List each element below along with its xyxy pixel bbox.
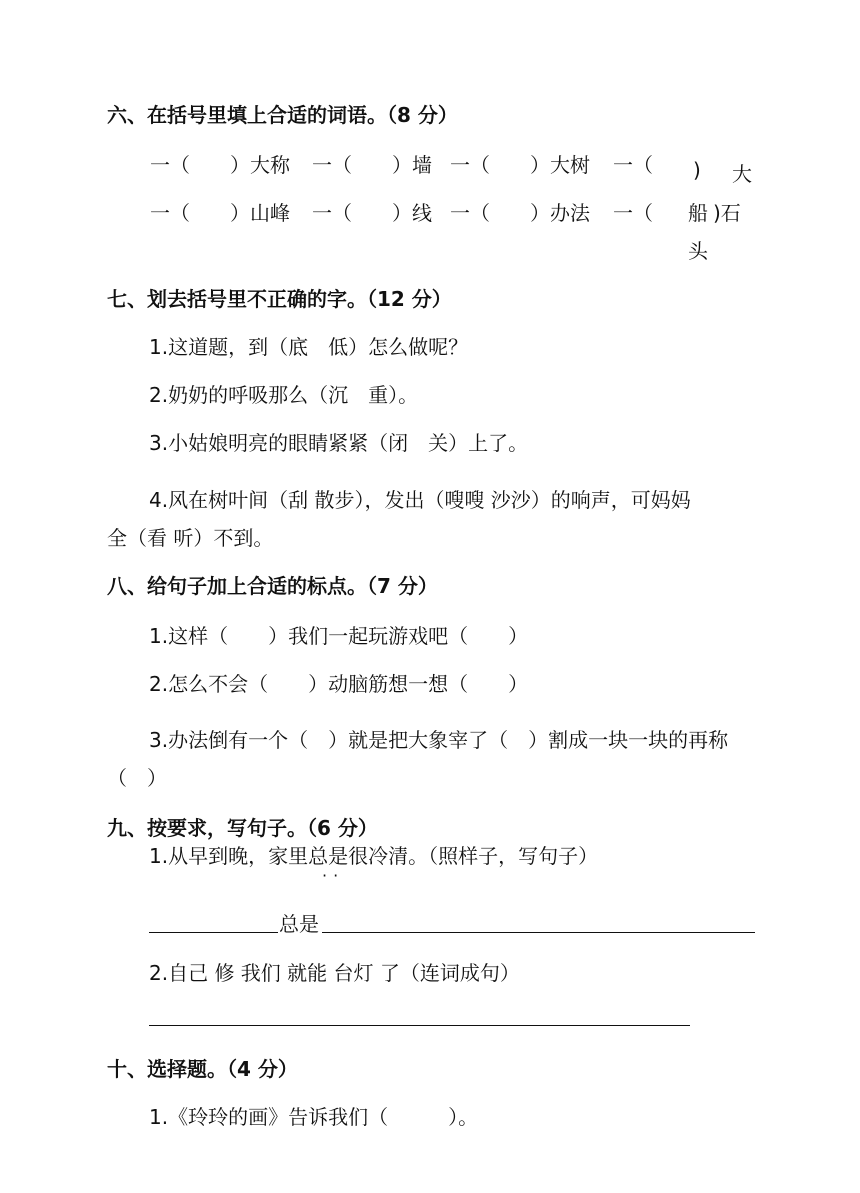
wrapped-fragment: 船 [688, 201, 708, 225]
question-item: 2.怎么不会（ ）动脑筋想一想（ ） [149, 672, 529, 696]
word-blank-4: 一（ [613, 153, 653, 177]
question-item: 3.小姑娘明亮的眼睛紧紧（闭 关）上了。 [149, 431, 529, 455]
word-blank-7: 一（ ）办法 [450, 201, 590, 225]
question-item-continued: （ ） [107, 766, 167, 790]
answer-line[interactable] [149, 932, 278, 933]
word-blank-8: 一（ [613, 201, 653, 225]
question-item: 4.风在树叶间（刮 散步），发出（嗖嗖 沙沙）的响声，可妈妈 [149, 488, 691, 512]
section9-heading: 九、按要求，写句子。（6 分） [107, 816, 378, 840]
word-blank-1: 一（ ）大称 [150, 153, 290, 177]
word-blank-2: 一（ ）墙 [312, 153, 432, 177]
question-item: 1.从早到晚，家里总是很冷清。（照样子，写句子） [149, 844, 599, 868]
answer-line[interactable] [322, 932, 755, 933]
question-item: 3.办法倒有一个（ ）就是把大象宰了（ ）割成一块一块的再称 [149, 728, 729, 752]
section8-heading: 八、给句子加上合适的标点。（7 分） [107, 574, 438, 598]
word-blank-3: 一（ ）大树 [450, 153, 590, 177]
section10-heading: 十、选择题。（4 分） [107, 1057, 298, 1081]
emphasis-dots: ·· [322, 866, 345, 885]
wrapped-fragment: )石 [713, 201, 741, 225]
section7-heading: 七、划去括号里不正确的字。（12 分） [107, 287, 452, 311]
wrapped-fragment: ) [693, 158, 701, 182]
wrapped-fragment: 头 [688, 239, 708, 263]
word-blank-6: 一（ ）线 [312, 201, 432, 225]
question-item: 1.这道题，到（底 低）怎么做呢？ [149, 335, 469, 359]
question-item: 2.奶奶的呼吸那么（沉 重）。 [149, 383, 419, 407]
wrapped-fragment: 大 [732, 162, 752, 186]
answer-line[interactable] [149, 1025, 690, 1026]
question-item-continued: 全（看 听）不到。 [107, 526, 274, 550]
word-blank-5: 一（ ）山峰 [150, 201, 290, 225]
section6-heading: 六、在括号里填上合适的词语。（8 分） [107, 103, 458, 127]
question-item: 2.自己 修 我们 就能 台灯 了（连词成句） [149, 961, 520, 985]
answer-word: 总是 [279, 912, 319, 936]
question-item: 1.这样（ ）我们一起玩游戏吧（ ） [149, 624, 529, 648]
question-item: 1.《玲玲的画》告诉我们（ ）。 [149, 1105, 479, 1129]
